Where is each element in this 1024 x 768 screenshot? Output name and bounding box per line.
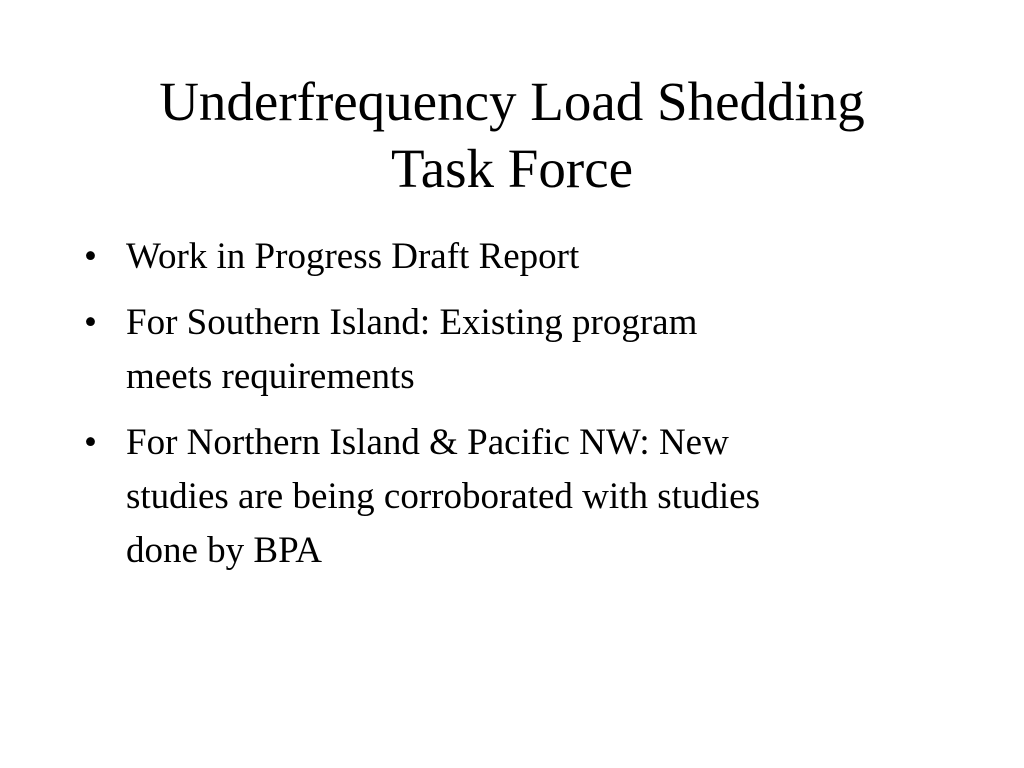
slide-title-line-2: Task Force xyxy=(390,138,634,199)
bullet-text: For Southern Island: Existing program xyxy=(126,302,698,343)
bullet-dot-icon: • xyxy=(84,302,97,343)
bullet-item-northern-island xyxy=(84,416,944,578)
slide-title xyxy=(80,68,944,202)
bullet-text: For Northern Island & Pacific NW: New xyxy=(126,422,729,463)
bullet-text: meets requirements xyxy=(126,356,415,397)
bullet-list xyxy=(84,230,944,590)
bullet-item-southern-island xyxy=(84,296,944,404)
bullet-dot-icon: • xyxy=(84,422,97,463)
bullet-text: studies are being corroborated with studies xyxy=(126,476,760,517)
bullet-text: Work in Progress Draft Report xyxy=(126,236,580,277)
slide-title-line-1: Underfrequency Load Shedding xyxy=(159,71,865,132)
bullet-text: done by BPA xyxy=(126,530,323,571)
bullet-item-draft-report xyxy=(84,230,944,284)
bullet-dot-icon: • xyxy=(84,236,97,277)
